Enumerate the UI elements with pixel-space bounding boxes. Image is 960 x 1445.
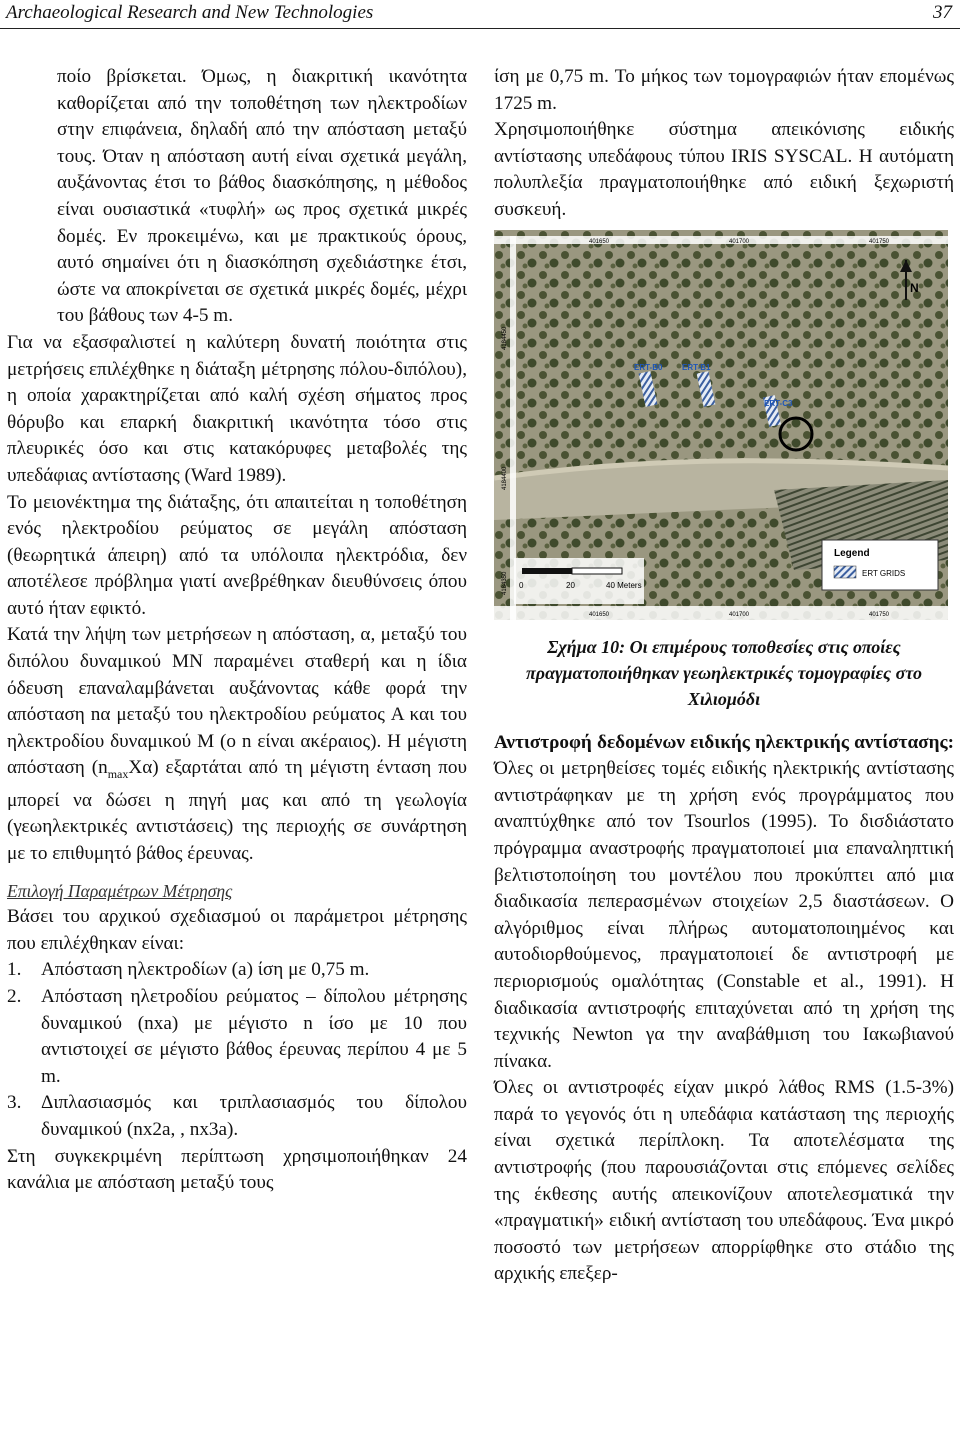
paragraph-heading: Αντιστροφή δεδομένων ειδικής ηλεκτρικής αντίστασης:	[494, 731, 954, 753]
right-column	[494, 64, 954, 1288]
list-item	[7, 957, 467, 984]
paragraph: ποίο βρίσκεται. Όμως, η διακριτική ικανότητα καθορίζεται από την τοποθέτηση των ηλεκτροδίων στην επιφάνεια, δηλαδή από την απόσταση μεταξύ τους. Όταν η απόσταση αυτή είναι σχετικά μεγάλη, αυξάνοντας έτσι το βάθος διασκόπησης, η μέθοδος είναι ουσιαστικά «τυφλή» ως προς σχετικά μικρές δομές. Εν προκειμένω, και με πρακτικούς όρους, αυτό σημαίνει ότι η διασκόπηση σχεδιάστηκε έτσι, ώστε να αποκρίνεται σε σχετικά μικρές δομές, μέχρι του βάθους των 4-5 m.	[57, 66, 467, 327]
figure-caption: Σχήμα 10: Οι επιμέρους τοποθεσίες στις οποίες πραγματοποιήθηκαν γεωηλεκτρικές τομογραφίες στο Χιλιομόδι	[525, 636, 923, 709]
paragraph	[494, 730, 954, 1076]
page-number: 37	[933, 2, 952, 23]
legend-swatch	[834, 566, 856, 578]
left-coord: 4184400	[502, 466, 508, 490]
list-text: Απόσταση ηλεκτροδίων (a) ίση με 0,75 m.	[41, 959, 370, 981]
paragraph: Για να εξασφαλιστεί η καλύτερη δυνατή ποιότητα στις μετρήσεις επιλέχθηκε η διάταξη μέτρησης πόλου-διπόλου), η οποία χαρακτηρίζεται από καλή σχέση σήματος προς θόρυβο και επαρκή διακριτική ικανότητα τόσο στις πλευρικές όσο και στις κατακόρυφες μεταβολές της υπεδάφιας αντίστασης (Ward 1989).	[7, 331, 467, 486]
bottom-coord: 401700	[729, 611, 750, 618]
grid-label: ERT-C3	[764, 398, 793, 408]
section-title: Επιλογή Παραμέτρων Μέτρησης	[7, 880, 233, 901]
journal-title: Archaeological Research and New Technologies	[6, 2, 374, 23]
scale-label: 0	[519, 580, 524, 590]
paragraph-text: Κατά την λήψη των μετρήσεων η απόσταση, α, μεταξύ του διπόλου δυναμικού MN παραμένει σταθερή και η ίδια όδευση επαναλαμβάνεται αυξάνοντας κάθε φορά την απόσταση nα μεταξύ του ηλεκτροδίου ρεύματος A και του ηλεκτροδίου δυναμικού M (ο n είναι ακέραιος). Η μέγιστη απόσταση (n	[7, 624, 467, 779]
scale-label: 20	[566, 580, 575, 590]
left-coord: 4184450	[502, 326, 508, 350]
scale-bar	[514, 558, 644, 604]
legend-title: Legend	[834, 547, 870, 559]
subscript: max	[107, 767, 129, 782]
paragraph	[7, 622, 467, 867]
paragraph: Το μειονέκτημα της διάταξης, ότι απαιτείται η τοποθέτηση ενός ηλεκτροδίου ρεύματος σε μεγάλη απόσταση (θεωρητικά άπειρη) από τα υπόλοιπα ηλεκτρόδια, δεν αποτέλεσε πρόβλημα γιατί ανεβρέθηκαν διευθύνσεις όπου αυτό ήταν εφικτό.	[7, 491, 467, 619]
list-item	[7, 1090, 467, 1143]
list-text: Απόσταση ηλετροδίου ρεύματος – δίπολου μέτρησης δυναμικού (nxa) με μέγιστο n ίσο με 10 που αντιστοιχεί σε μέγιστο βάθος έρευνας περίπου 4 με 5 m.	[41, 986, 467, 1087]
top-coord: 401650	[589, 238, 610, 245]
list-text: Διπλασιασμός και τριπλασιασμός του δίπολου δυναμικού (nx2a, , nx3a).	[41, 1092, 467, 1140]
list-number: 3.	[7, 1092, 22, 1114]
list-number: 2.	[7, 986, 22, 1008]
paragraph: Όλες οι αντιστροφές είχαν μικρό λάθος RMS (1.5-3%) παρά το γεγονός ότι η υπεδάφια κατάσταση της περιοχής είναι σχετικά περίπλοκη. Τα αποτελέσματα της αντιστροφής (που παρουσιάζονται στις επόμενες σελίδες της έκθεσης αυτής απεικονίζουν αποτελεσματικά την «πραγματική» ειδική αντίσταση του υπεδάφους. Ένα μικρό ποσοστό των μετρήσεων απορρίφθηκε στο στάδιο της αρχικής επεξερ-	[494, 1077, 954, 1285]
list-number: 1.	[7, 959, 22, 981]
running-header	[0, 0, 960, 29]
paragraph: Χρησιμοποιήθηκε σύστημα απεικόνισης ειδικής αντίστασης υπεδάφους τύπου IRIS SYSCAL. Η αυτόματη πολυπλεξία πραγματοποιήθηκε από ειδική ξεχωριστή συσκευή.	[494, 119, 954, 220]
left-column	[7, 64, 467, 1197]
legend	[822, 540, 938, 590]
scale-label: 40 Meters	[606, 580, 642, 590]
grid-label: ERT-B1	[682, 362, 711, 372]
bottom-coord: 401650	[589, 611, 610, 618]
aerial-map	[494, 230, 948, 620]
grid-label: ERT-B0	[634, 362, 663, 372]
north-label: N	[910, 280, 919, 295]
site-map-figure	[494, 230, 948, 620]
top-coord: 401700	[729, 238, 750, 245]
paragraph-text: Xα) εξαρτάται από τη μέγιστη ένταση που μπορεί να δώσει η πηγή μας και από τη γεωλογία (γεωηλεκτρικές αντιστάσεις) της περιοχής σε συνάρτηση με το επιθυμητό βάθος έρευνας.	[7, 757, 467, 865]
paragraph-text: Όλες οι μετρηθείσες τομές ειδικής ηλεκτρικής αντίστασης αντιστράφηκαν με τη χρήση ενός προγράμματος που αναπτύχθηκε από τον Tsourlos (1995). Το δισδιάστατο πρόγραμμα αναστροφής πραγματοποιεί μια επαναληπτική βελτιστοποίηση του μοντέλου που προκύπτει από μια διαδικασία πεπερασμένων στοιχείων 2,5 διαστάσεων. Ο αλγόριθμος είναι πλήρως αυτοματοποιημένος και αυτοδιορθούμενος, πραγματοποιεί δε αντιστροφή με περιορισμούς ομαλότητας (Constable et al., 1991). Η διαδικασία αντιστροφής επιταχύνεται από τη χρήση της τεχνικής Newton γα την αναβάθμιση του Ιακωβιανού πίνακα.	[494, 758, 954, 1072]
list-item	[7, 984, 467, 1090]
paragraph: Βάσει του αρχικού σχεδιασμού οι παράμετροι μέτρησης που επιλέχθηκαν είναι:	[7, 906, 467, 954]
legend-item: ERT GRIDS	[862, 568, 906, 578]
paragraph: ίση με 0,75 m. Το μήκος των τομογραφιών ήταν επομένως 1725 m.	[494, 66, 954, 114]
left-coord: 4184350	[502, 571, 508, 595]
bottom-coord: 401750	[869, 611, 890, 618]
paragraph: Στη συγκεκριμένη περίπτωση χρησιμοποιήθηκαν 24 κανάλια με απόσταση μεταξύ τους	[7, 1145, 467, 1194]
top-coord: 401750	[869, 238, 890, 245]
